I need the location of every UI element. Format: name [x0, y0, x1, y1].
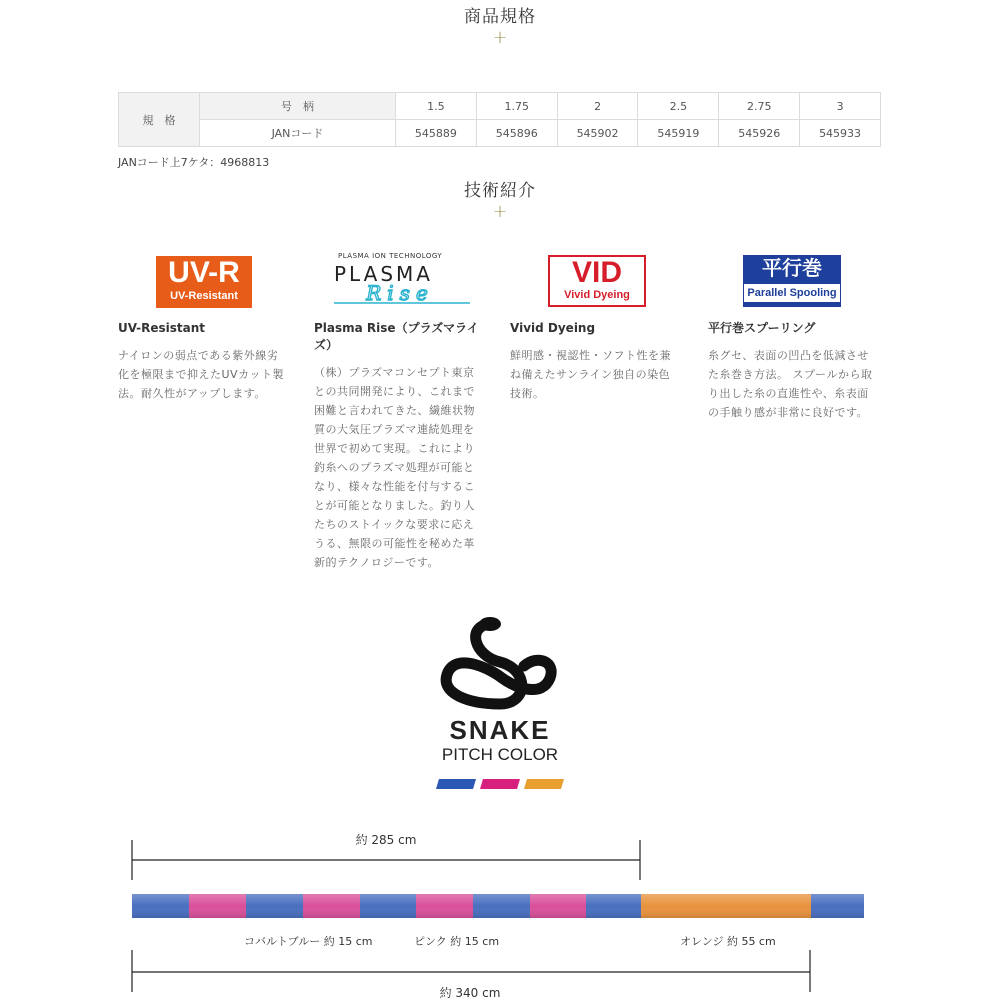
plasma-logo-caption: PLASMA ION TECHNOLOGY [338, 252, 443, 260]
blue-segment-label: コバルトブルー 約 15 cm [244, 935, 373, 948]
tech-plasma-rise [314, 250, 484, 572]
uv-r-badge-text: UV-R [168, 256, 240, 289]
rise-logo-icon [332, 282, 472, 306]
jan-label: JANコード [200, 120, 396, 147]
parallel-spooling-logo [708, 250, 878, 310]
jan-cell: 545933 [800, 120, 881, 147]
snake-icon [430, 612, 570, 712]
snake-pitch-text: PITCH COLOR [441, 745, 559, 764]
pitch-bar-blue [436, 779, 476, 789]
size-cell: 2.75 [719, 93, 800, 120]
snake-word: SNAKE [449, 715, 551, 745]
pitch-bar-pink [480, 779, 520, 789]
tech-name: UV-Resistant [118, 321, 206, 335]
size-cell: 3 [800, 93, 881, 120]
tech-section-title: 技術紹介 [464, 181, 536, 201]
pink-segment-label: ピンク 約 15 cm [414, 935, 500, 948]
tech-desc: 鮮明感・視認性・ソフト性を兼ね備えたサンライン独自の染色技術。 [510, 349, 671, 400]
parallel-spooling-badge [743, 255, 841, 307]
tech-uv-resistant [118, 250, 288, 403]
jan-note: JANコード上7ケタ：4968813 [118, 156, 270, 169]
plasma-rise-logo [314, 250, 484, 310]
line-color-diagram [0, 820, 1000, 1000]
jan-row [119, 120, 881, 147]
tech-parallel-spooling [708, 250, 878, 422]
tech-name: Plasma Rise（プラズマライズ） [314, 321, 479, 352]
orange-segment-label: オレンジ 約 55 cm [680, 935, 776, 948]
tech-desc: （株）プラズマコンセプト東京との共同開発により、これまで困難と言われてきた、繊維状物質の大気圧プラズマ連続処理を世界で初めて実現。これにより釣糸へのプラズマ処理が可能となり、様々な性能を付与することが可能となりました。釣り人たちのストイックな要求に応えうる、無限の可能性を秘めた革新的テクノロジーです。 [314, 366, 475, 569]
size-cell: 2 [557, 93, 638, 120]
vid-badge-text: VID [571, 256, 622, 289]
vid-logo [510, 250, 680, 310]
tech-plus-icon: + [492, 201, 508, 222]
spec-plus-icon: + [492, 27, 508, 48]
spec-section-title: 商品規格 [464, 7, 536, 27]
parallel-badge-subtext: Parallel Spooling [744, 284, 839, 302]
jan-cell: 545919 [638, 120, 719, 147]
plasma-logo-word: PLASMA [334, 262, 433, 286]
tech-name: Vivid Dyeing [510, 321, 596, 335]
spec-table [118, 92, 881, 147]
pitch-bar-orange [524, 779, 564, 789]
parallel-badge-text: 平行巻 [762, 258, 822, 280]
vid-badge-subtext: Vivid Dyeing [564, 289, 630, 301]
spec-row-header: 規 格 [119, 93, 200, 147]
top-dimension-label: 約 285 cm [355, 833, 417, 847]
spec-col-header: 号 柄 [200, 93, 396, 120]
uv-r-logo [118, 250, 288, 310]
jan-cell: 545902 [557, 120, 638, 147]
bottom-dimension-label: 約 340 cm [439, 986, 501, 1000]
jan-cell: 545889 [396, 120, 477, 147]
size-cell: 1.75 [476, 93, 557, 120]
pitch-color-bars [436, 779, 564, 789]
uv-r-badge [156, 256, 252, 308]
vid-badge [548, 255, 646, 307]
jan-cell: 545896 [476, 120, 557, 147]
tech-name: 平行巻スプーリング [708, 321, 816, 335]
tech-desc: 糸グセ、表面の凹凸を低減させた糸巻き方法。 スプールから取り出した糸の直進性や、糸表面の手触り感が非常に良好です。 [708, 349, 873, 419]
line-segments [132, 894, 864, 918]
rise-logo-text: Rise [366, 282, 434, 305]
jan-cell: 545926 [719, 120, 800, 147]
tech-vivid-dyeing [510, 250, 680, 403]
spec-header-row [119, 93, 881, 120]
uv-r-badge-subtext: UV-Resistant [170, 290, 238, 302]
size-cell: 1.5 [396, 93, 477, 120]
tech-desc: ナイロンの弱点である紫外線劣化を極限まで抑えたUVカット製法。耐久性がアップします。 [118, 349, 284, 400]
snake-pitch-color-logo [430, 612, 570, 792]
size-cell: 2.5 [638, 93, 719, 120]
